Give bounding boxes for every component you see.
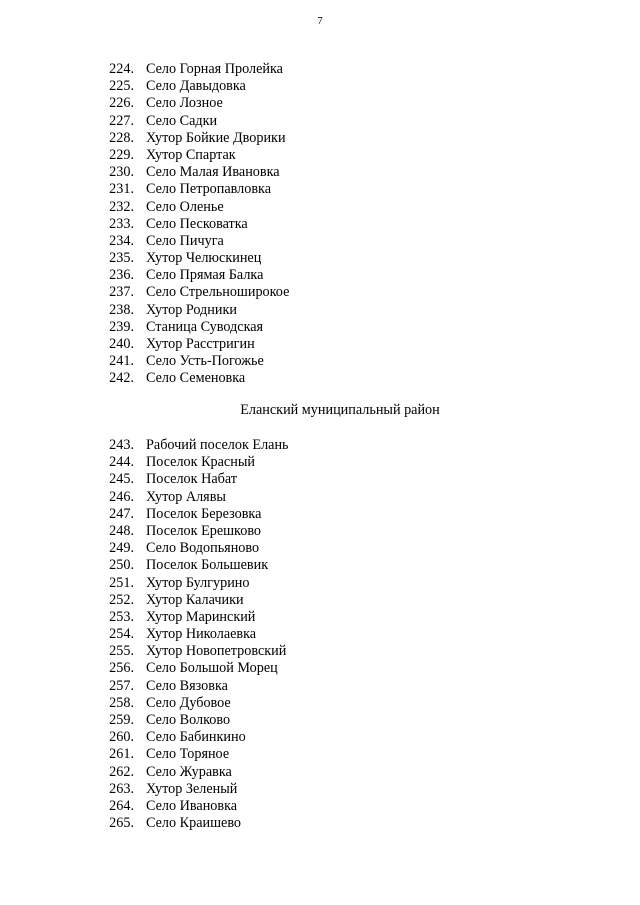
item-number: 233. xyxy=(109,215,134,232)
settlement-name: Хутор Калачики xyxy=(146,591,244,608)
settlement-name: Село Пичуга xyxy=(146,232,224,249)
settlement-name: Поселок Набат xyxy=(146,471,237,488)
item-number: 238. xyxy=(109,301,134,318)
settlement-name: Хутор Спартак xyxy=(146,146,236,163)
list-item xyxy=(0,729,640,746)
list-item xyxy=(0,147,640,164)
page-number: 7 xyxy=(317,15,323,27)
item-number: 262. xyxy=(109,763,134,780)
list-item xyxy=(0,336,640,353)
item-number: 259. xyxy=(109,712,134,728)
item-number: 248. xyxy=(109,522,134,539)
list-item xyxy=(0,370,640,387)
item-number: 227. xyxy=(109,112,134,129)
list-item xyxy=(0,233,640,250)
settlement-name: Село Садки xyxy=(146,112,218,129)
list-item xyxy=(0,660,640,677)
list-item xyxy=(0,764,640,781)
item-number: 261. xyxy=(109,746,134,763)
list-item xyxy=(0,523,640,540)
settlement-name: Село Оленье xyxy=(146,198,224,215)
settlement-name: Село Семеновка xyxy=(146,370,246,387)
settlement-name: Село Торяное xyxy=(146,746,230,763)
item-number: 254. xyxy=(109,626,134,643)
item-number: 228. xyxy=(109,129,134,146)
settlement-name: Село Вязовка xyxy=(146,677,228,694)
list-item xyxy=(0,78,640,95)
item-number: 256. xyxy=(109,660,134,677)
settlement-list xyxy=(0,437,640,832)
list-item xyxy=(0,454,640,471)
item-number: 263. xyxy=(109,780,134,797)
settlement-name: Поселок Ерешково xyxy=(146,522,262,539)
settlement-name: Хутор Расстригин xyxy=(146,336,255,352)
settlement-name: Село Горная Пролейка xyxy=(146,61,283,77)
item-number: 253. xyxy=(109,608,134,625)
list-item xyxy=(0,815,640,832)
item-number: 236. xyxy=(109,267,134,284)
item-number: 251. xyxy=(109,574,134,591)
item-number: 231. xyxy=(109,181,134,198)
list-item xyxy=(0,592,640,609)
settlement-name: Село Песковатка xyxy=(146,215,248,232)
settlement-name: Хутор Булгурино xyxy=(146,574,250,591)
settlement-name: Село Водопьяново xyxy=(146,540,260,557)
list-item xyxy=(0,284,640,301)
list-item xyxy=(0,798,640,815)
list-item xyxy=(0,216,640,233)
item-number: 224. xyxy=(109,61,134,77)
list-item xyxy=(0,250,640,267)
settlement-name: Хутор Новопетровский xyxy=(146,643,287,660)
settlement-name: Рабочий поселок Елань xyxy=(146,437,289,453)
item-number: 242. xyxy=(109,370,134,387)
item-number: 244. xyxy=(109,454,134,471)
list-item xyxy=(0,267,640,284)
item-number: 258. xyxy=(109,694,134,711)
settlement-name: Хутор Челюскинец xyxy=(146,250,262,267)
item-number: 250. xyxy=(109,557,134,574)
item-number: 239. xyxy=(109,318,134,335)
list-item xyxy=(0,575,640,592)
list-item xyxy=(0,61,640,78)
item-number: 229. xyxy=(109,146,134,163)
settlement-name: Станица Суводская xyxy=(146,318,264,335)
item-number: 241. xyxy=(109,353,134,370)
item-number: 237. xyxy=(109,284,134,301)
item-number: 264. xyxy=(109,797,134,814)
settlement-name: Село Большой Морец xyxy=(146,660,278,677)
settlement-name: Село Давыдовка xyxy=(146,78,246,95)
settlement-name: Хутор Маринский xyxy=(146,608,256,625)
settlement-name: Село Волково xyxy=(146,712,231,728)
settlement-name: Хутор Бойкие Дворики xyxy=(146,129,286,146)
list-item xyxy=(0,557,640,574)
list-item xyxy=(0,781,640,798)
list-item xyxy=(0,609,640,626)
item-number: 246. xyxy=(109,488,134,505)
settlement-name: Село Малая Ивановка xyxy=(146,164,280,181)
item-number: 230. xyxy=(109,164,134,181)
list-item xyxy=(0,95,640,112)
list-item xyxy=(0,199,640,216)
settlement-name: Хутор Алявы xyxy=(146,488,226,505)
item-number: 252. xyxy=(109,591,134,608)
list-item xyxy=(0,164,640,181)
list-item xyxy=(0,489,640,506)
item-number: 243. xyxy=(109,437,134,453)
settlement-name: Село Дубовое xyxy=(146,694,231,711)
item-number: 249. xyxy=(109,540,134,557)
settlement-name: Поселок Березовка xyxy=(146,505,262,522)
item-number: 265. xyxy=(109,815,134,832)
list-item xyxy=(0,181,640,198)
settlement-name: Село Бабинкино xyxy=(146,729,246,746)
item-number: 245. xyxy=(109,471,134,488)
settlement-name: Хутор Николаевка xyxy=(146,626,257,643)
list-item xyxy=(0,353,640,370)
settlement-name: Село Журавка xyxy=(146,763,232,780)
item-number: 240. xyxy=(109,336,134,352)
item-number: 235. xyxy=(109,250,134,267)
item-number: 226. xyxy=(109,95,134,112)
item-number: 225. xyxy=(109,78,134,95)
list-item xyxy=(0,302,640,319)
list-item xyxy=(0,130,640,147)
list-item xyxy=(0,626,640,643)
list-item xyxy=(0,695,640,712)
settlement-name: Село Усть-Погожье xyxy=(146,353,264,370)
settlement-list xyxy=(0,61,640,388)
list-item xyxy=(0,678,640,695)
list-item xyxy=(0,506,640,523)
settlement-name: Село Стрельноширокое xyxy=(146,284,290,301)
list-item xyxy=(0,113,640,130)
list-item xyxy=(0,471,640,488)
settlement-name: Поселок Большевик xyxy=(146,557,269,574)
list-item xyxy=(0,746,640,763)
list-item xyxy=(0,540,640,557)
item-number: 232. xyxy=(109,198,134,215)
settlement-name: Село Петропавловка xyxy=(146,181,272,198)
list-item xyxy=(0,319,640,336)
item-number: 260. xyxy=(109,729,134,746)
item-number: 234. xyxy=(109,232,134,249)
settlement-name: Село Прямая Балка xyxy=(146,267,264,284)
settlement-name: Хутор Родники xyxy=(146,301,237,318)
settlement-name: Село Лозное xyxy=(146,95,223,112)
item-number: 247. xyxy=(109,505,134,522)
settlement-name: Поселок Красный xyxy=(146,454,255,471)
list-item xyxy=(0,643,640,660)
section-heading: Еланский муниципальный район xyxy=(240,402,440,418)
settlement-name: Село Ивановка xyxy=(146,797,238,814)
list-item xyxy=(0,437,640,454)
item-number: 257. xyxy=(109,677,134,694)
settlement-name: Село Краишево xyxy=(146,815,242,832)
item-number: 255. xyxy=(109,643,134,660)
settlement-name: Хутор Зеленый xyxy=(146,780,238,797)
list-item xyxy=(0,712,640,729)
